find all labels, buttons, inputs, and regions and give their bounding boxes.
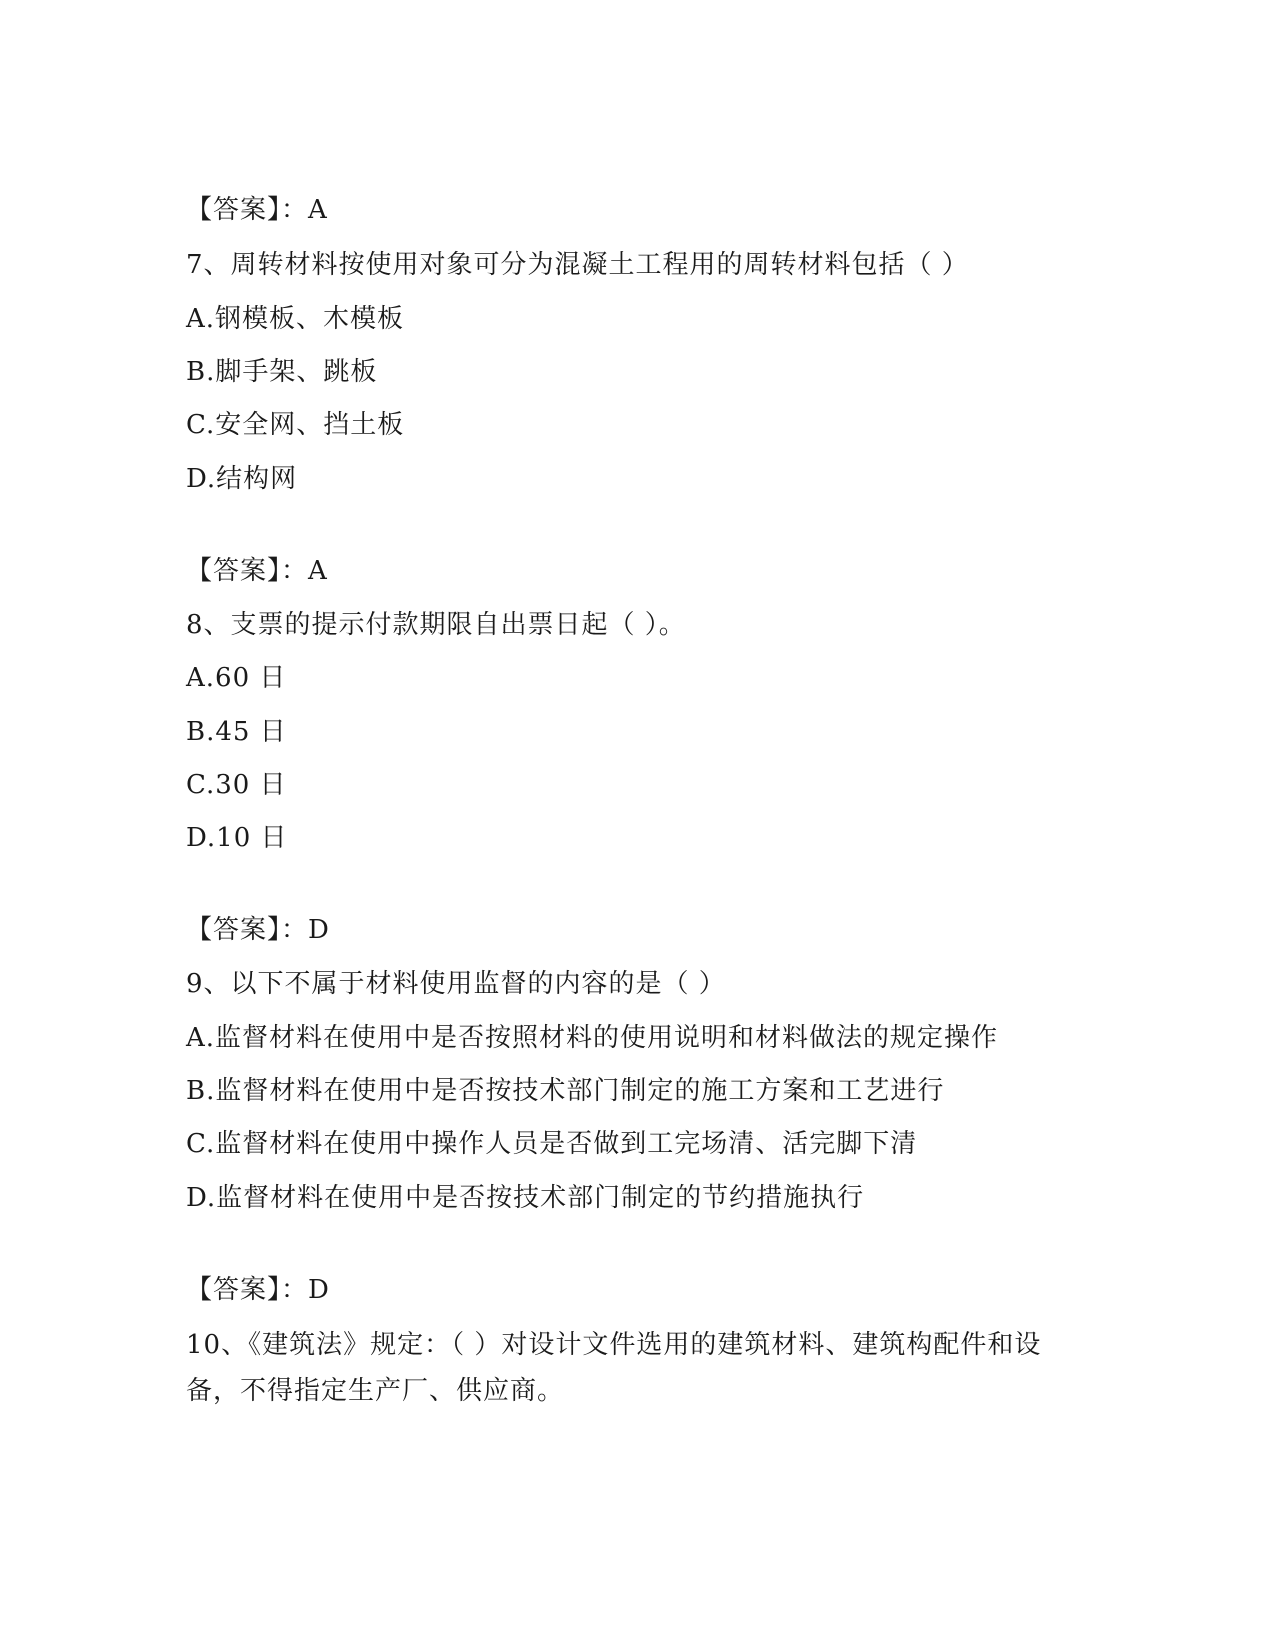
question-7: 7、周转材料按使用对象可分为混凝土工程用的周转材料包括（ ）	[186, 250, 969, 280]
answer-7: 【答案】：A	[186, 556, 328, 586]
question-8: 8、支票的提示付款期限自出票日起（ ）。	[186, 610, 686, 640]
option-9c: C.监督材料在使用中操作人员是否做到工完场清、活完脚下清	[186, 1129, 918, 1159]
option-8c: C.30 日	[186, 770, 287, 800]
answer-8: 【答案】：D	[186, 915, 330, 945]
option-7d: D.结构网	[186, 464, 298, 494]
option-9a: A.监督材料在使用中是否按照材料的使用说明和材料做法的规定操作	[186, 1023, 999, 1053]
option-8a: A.60 日	[186, 663, 287, 693]
option-9d: D.监督材料在使用中是否按技术部门制定的节约措施执行	[186, 1183, 865, 1213]
answer-9: 【答案】：D	[186, 1275, 330, 1305]
option-7b: B.脚手架、跳板	[186, 357, 378, 387]
option-9b: B.监督材料在使用中是否按技术部门制定的施工方案和工艺进行	[186, 1076, 945, 1106]
option-8d: D.10 日	[186, 823, 288, 853]
question-10: 10、《建筑法》规定：（ ）对设计文件选用的建筑材料、建筑构配件和设备，不得指定生产厂、供应商。	[186, 1330, 1042, 1406]
question-9: 9、以下不属于材料使用监督的内容的是（ ）	[186, 969, 726, 999]
option-7c: C.安全网、挡土板	[186, 410, 405, 440]
option-7a: A.钢模板、木模板	[186, 304, 405, 334]
answer-label: 【答案】：A	[186, 195, 328, 225]
option-8b: B.45 日	[186, 717, 287, 747]
